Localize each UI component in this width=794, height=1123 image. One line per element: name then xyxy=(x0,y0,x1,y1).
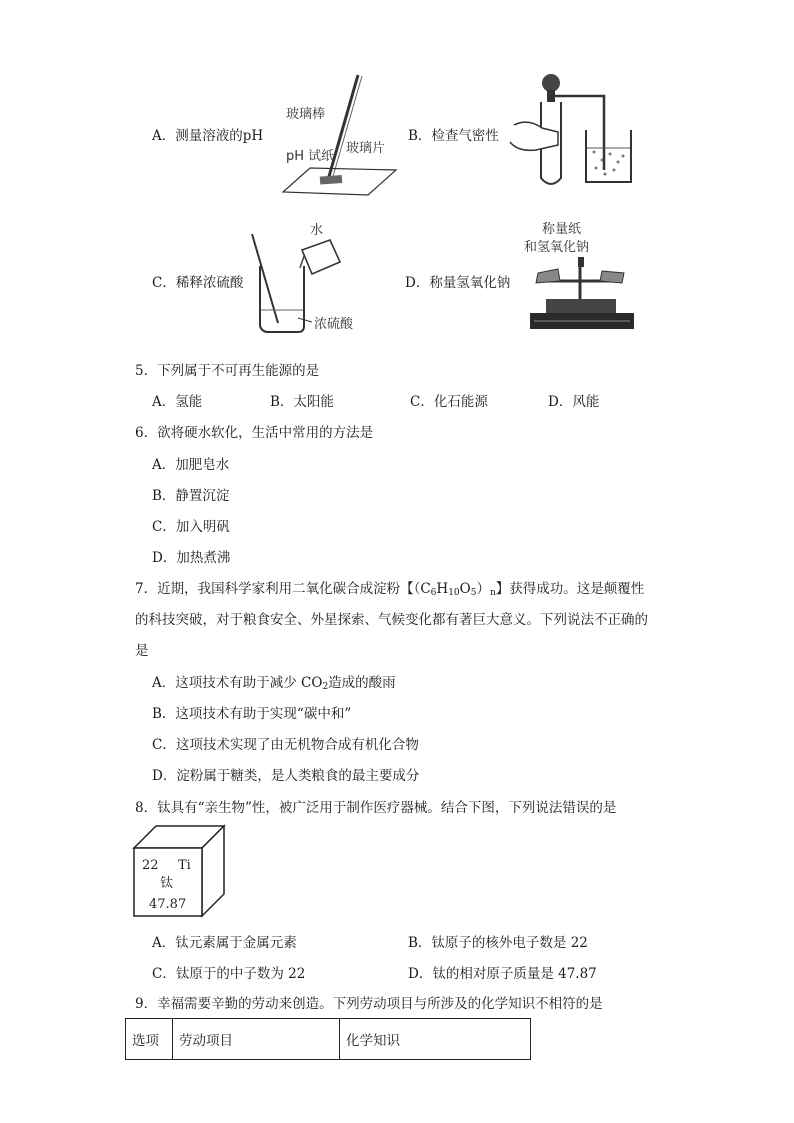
q5-option-c: C．化石能源 xyxy=(410,394,488,410)
q5-option-a: A．氢能 xyxy=(152,394,203,410)
label-water: 水 xyxy=(310,223,324,238)
element-symbol: Ti xyxy=(178,858,191,873)
q8-option-b: B．钛原子的核外电子数是 22 xyxy=(408,935,588,951)
ph-test-figure xyxy=(278,70,398,200)
q7-stem-line3: 是 xyxy=(135,643,149,659)
q7-option-c: C．这项技术实现了由无机物合成有机化合物 xyxy=(152,737,419,753)
atomic-number: 22 xyxy=(142,858,159,873)
label-glass-rod: 玻璃棒 xyxy=(286,107,326,122)
element-name: 钛 xyxy=(160,876,174,891)
table-header-row xyxy=(126,1019,531,1060)
q7-option-a: A．这项技术有助于减少 $CO_2$造成的酸雨 xyxy=(152,675,396,692)
label-weighing-paper: 称量纸 xyxy=(542,222,582,237)
airtightness-figure xyxy=(506,70,636,195)
q7-option-b: B．这项技术有助于实现“碳中和” xyxy=(152,706,352,722)
q9-stem: 9．幸福需要辛勤的劳动来创造。下列劳动项目与所涉及的化学知识不相符的是 xyxy=(135,996,603,1012)
header-option: 选项 xyxy=(126,1019,173,1060)
label-ph-paper: pH 试纸 xyxy=(286,149,335,164)
q4-option-a: A．测量溶液的pH xyxy=(152,128,264,144)
q6-option-b: B．静置沉淀 xyxy=(152,488,230,504)
label-naoh: 和氢氧化钠 xyxy=(524,240,590,255)
q6-option-a: A．加肥皂水 xyxy=(152,457,230,473)
q9-table xyxy=(125,1018,531,1060)
q4-option-d: D．称量氢氧化钠 xyxy=(405,275,511,291)
q5-option-d: D．风能 xyxy=(548,394,600,410)
periodic-element-cell xyxy=(132,824,228,919)
q5-stem: 5．下列属于不可再生能源的是 xyxy=(135,363,320,379)
q7-option-d: D．淀粉属于糖类，是人类粮食的最主要成分 xyxy=(152,768,420,784)
q4-option-c: C．稀释浓硫酸 xyxy=(152,275,244,291)
q7-stem-line2: 的科技突破，对于粮食安全、外星探索、气候变化都有著巨大意义。下列说法不正确的 xyxy=(135,612,648,628)
dilution-figure xyxy=(238,218,378,340)
q7-stem-line1: 7．近期，我国科学家利用二氧化碳合成淀粉【$(C_6H_{10}O_5)_n$】获得成功。这是颠覆性 xyxy=(135,581,645,598)
atomic-mass: 47.87 xyxy=(149,897,187,912)
q6-stem: 6．欲将硬水软化，生活中常用的方法是 xyxy=(135,425,374,441)
q8-option-d: D．钛的相对原子质量是 47.87 xyxy=(408,966,597,982)
q6-option-d: D．加热煮沸 xyxy=(152,550,231,566)
header-labor-item: 劳动项目 xyxy=(173,1019,340,1060)
q8-option-c: C．钛原于的中子数为 22 xyxy=(152,966,306,982)
q6-option-c: C．加入明矾 xyxy=(152,519,230,535)
balance-figure xyxy=(520,215,645,340)
q8-stem: 8．钛具有“亲生物”性，被广泛用于制作医疗器械。结合下图，下列说法错误的是 xyxy=(135,800,617,816)
label-conc-acid: 浓硫酸 xyxy=(314,317,354,332)
q5-option-b: B．太阳能 xyxy=(270,394,334,410)
label-glass-plate: 玻璃片 xyxy=(346,141,386,156)
q8-option-a: A．钛元素属于金属元素 xyxy=(152,935,297,951)
q4-option-b: B．检查气密性 xyxy=(408,128,499,144)
header-chem-knowledge: 化学知识 xyxy=(340,1019,531,1060)
